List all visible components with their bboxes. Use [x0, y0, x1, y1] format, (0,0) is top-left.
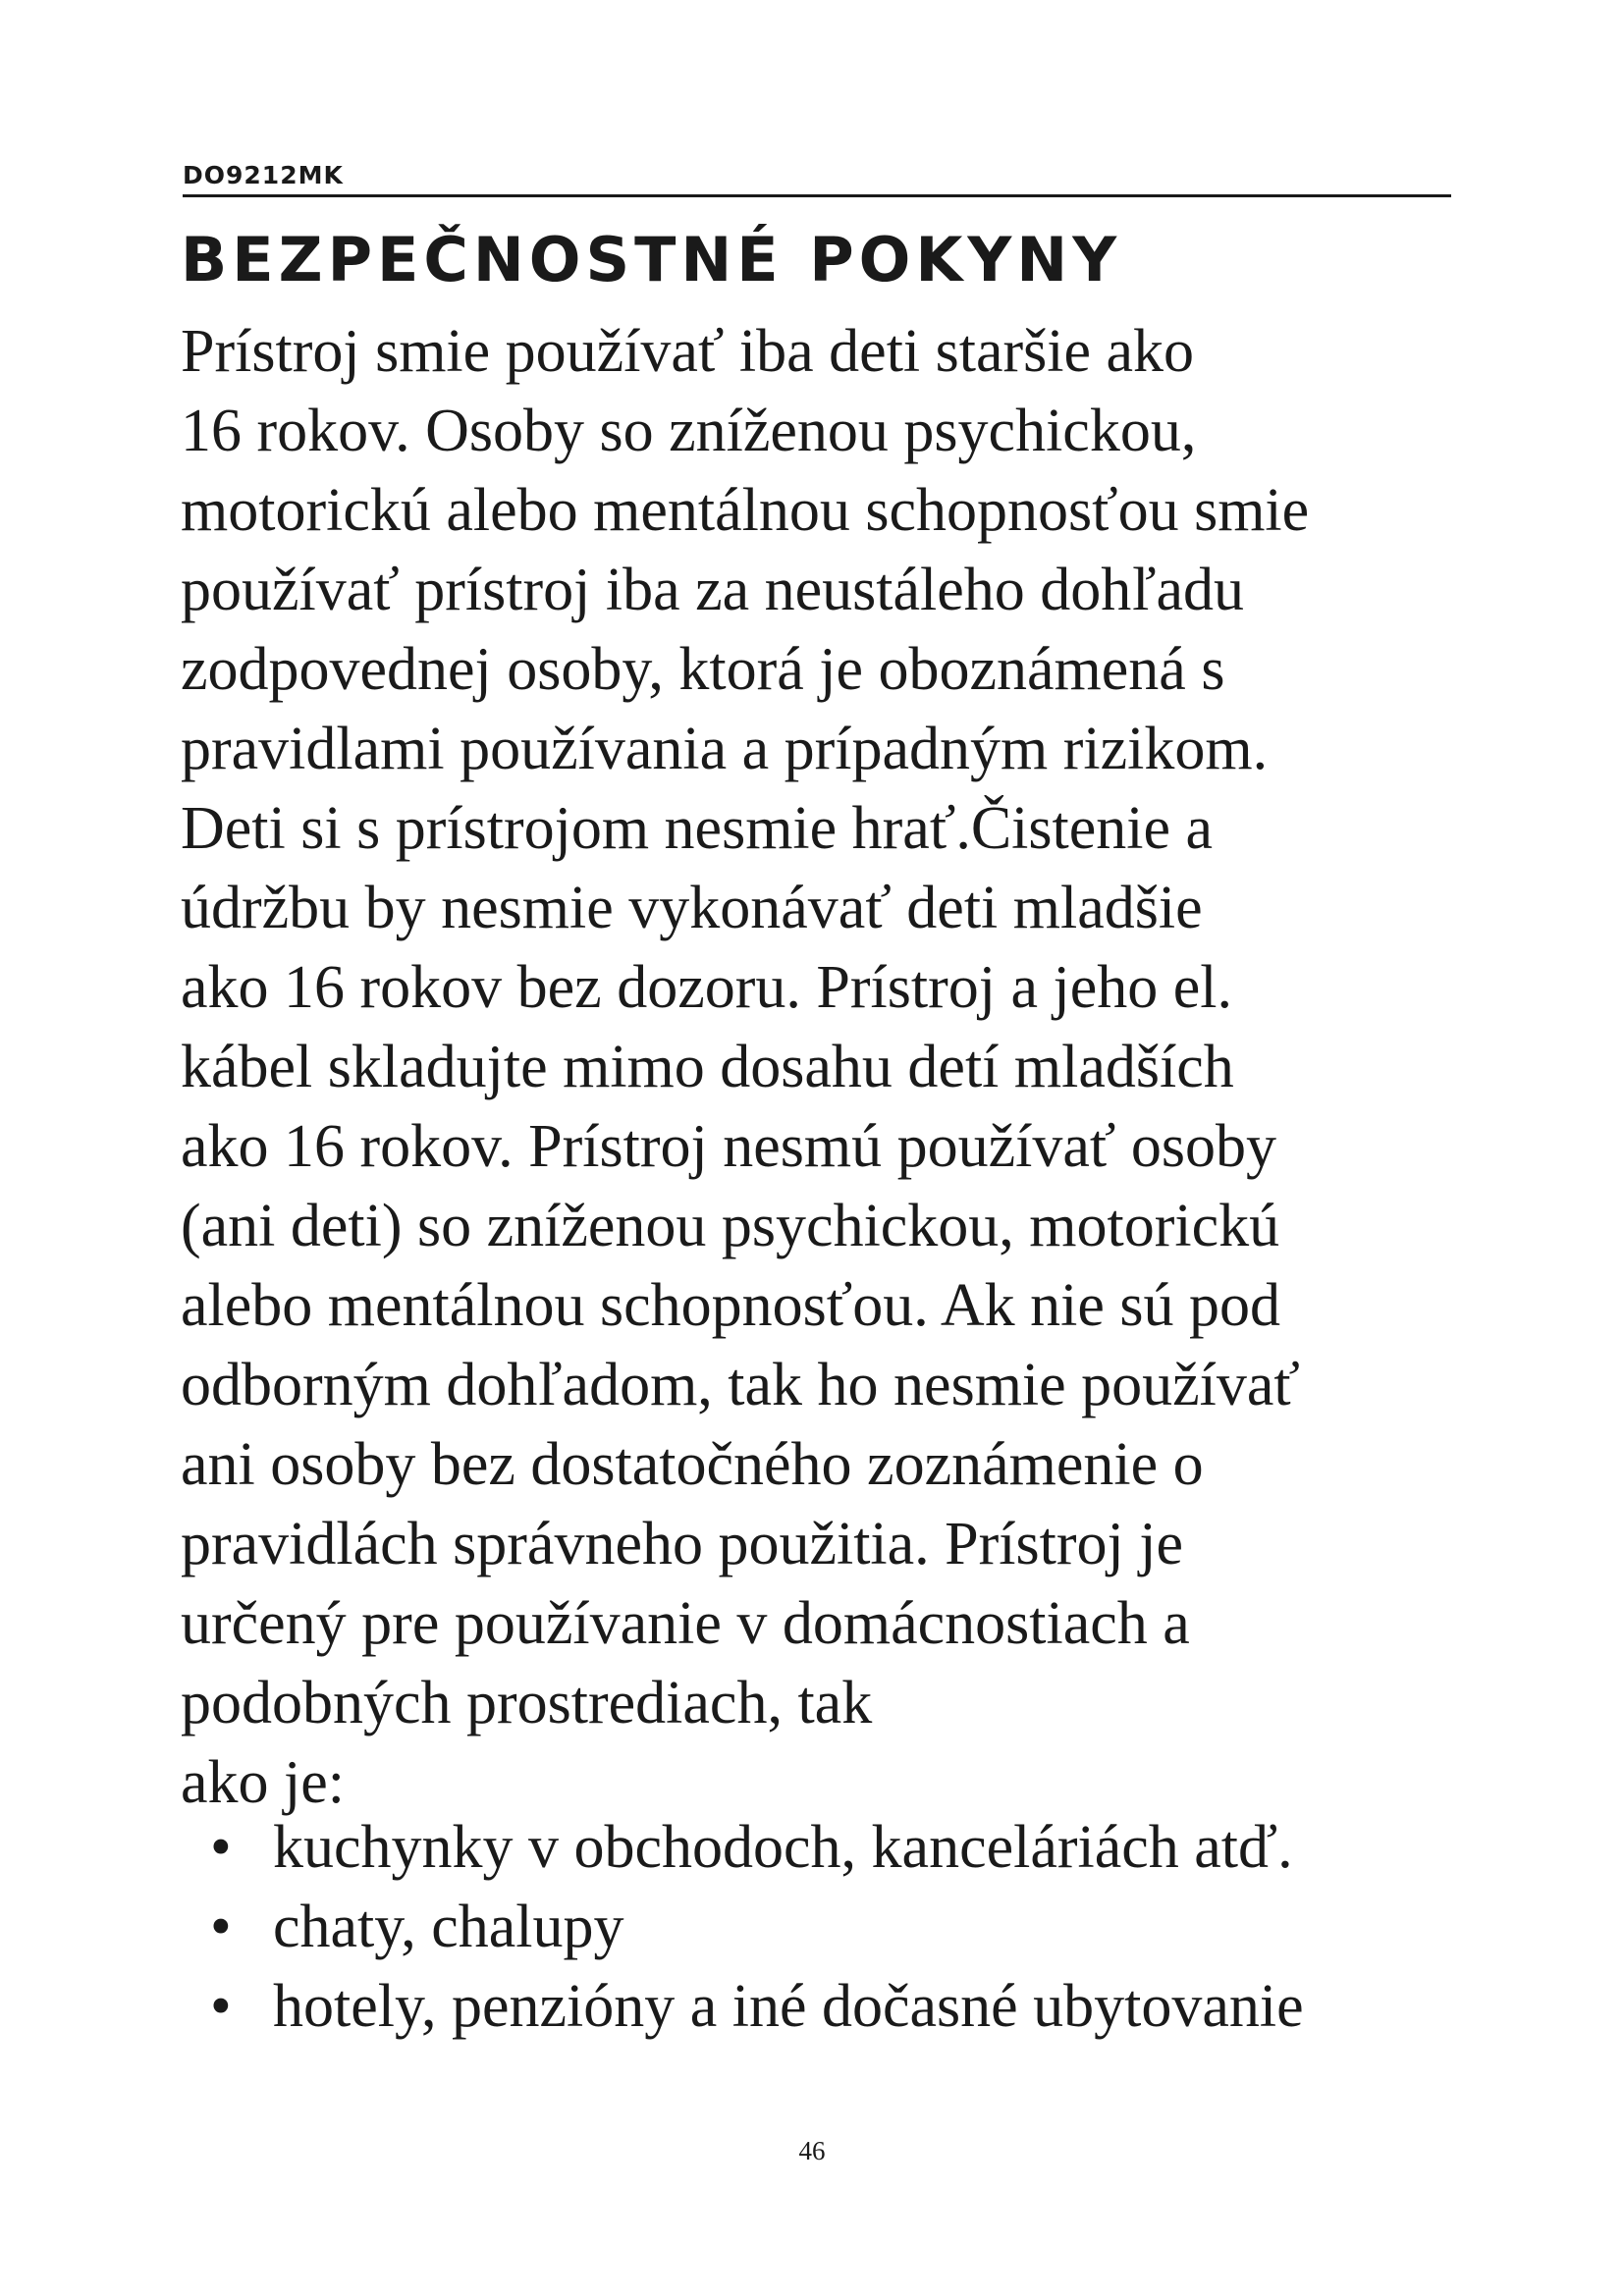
list-item-text: chaty, chalupy — [273, 1894, 624, 1960]
model-code: DO9212MK — [183, 161, 344, 189]
bullet-icon: • — [210, 1973, 232, 2040]
paragraph-line: ako 16 rokov. Prístroj nesmú používať osoby — [181, 1113, 1276, 1180]
bullet-icon: • — [210, 1894, 232, 1960]
paragraph-line: ako je: — [181, 1749, 345, 1816]
list-item — [181, 1967, 1457, 2047]
usage-environment-list — [181, 1808, 1457, 2047]
paragraph-line: Deti si s prístrojom nesmie hrať.Čistenie a — [181, 795, 1214, 862]
list-item-text: kuchynky v obchodoch, kanceláriách atď. — [273, 1814, 1293, 1881]
paragraph-line: ani osoby bez dostatočného zoznámenie o — [181, 1431, 1204, 1498]
paragraph-line: Prístroj smie používať iba deti staršie ako — [181, 318, 1195, 385]
paragraph-line: 16 rokov. Osoby so zníženou psychickou, — [181, 398, 1197, 464]
paragraph-line: alebo mentálnou schopnosťou. Ak nie sú pod — [181, 1272, 1280, 1339]
safety-paragraph — [181, 312, 1457, 1823]
paragraph-line: kábel skladujte mimo dosahu detí mladších — [181, 1034, 1234, 1100]
paragraph-line: pravidlami používania a prípadným rizikom. — [181, 716, 1269, 782]
paragraph-line: pravidlách správneho použitia. Prístroj je — [181, 1511, 1184, 1577]
paragraph-line: údržbu by nesmie vykonávať deti mladšie — [181, 875, 1203, 941]
paragraph-line: odborným dohľadom, tak ho nesmie používať — [181, 1352, 1300, 1418]
list-item — [181, 1888, 1457, 1967]
list-item-text: hotely, penzióny a iné dočasné ubytovanie — [273, 1973, 1304, 2040]
list-item — [181, 1808, 1457, 1888]
paragraph-line: ako 16 rokov bez dozoru. Prístroj a jeho el. — [181, 954, 1232, 1021]
paragraph-line: (ani deti) so zníženou psychickou, motorickú — [181, 1193, 1280, 1259]
page-number: 46 — [798, 2136, 826, 2165]
header-rule — [183, 194, 1451, 197]
bullet-icon: • — [210, 1814, 232, 1881]
section-title: BEZPEČNOSTNÉ POKYNY — [181, 224, 1122, 295]
paragraph-line: určený pre používanie v domácnostiach a — [181, 1590, 1190, 1657]
paragraph-line: zodpovednej osoby, ktorá je oboznámená s — [181, 636, 1225, 703]
paragraph-line: motorickú alebo mentálnou schopnosťou smie — [181, 477, 1310, 544]
paragraph-line: podobných prostrediach, tak — [181, 1670, 873, 1736]
paragraph-line: používať prístroj iba za neustáleho dohľadu — [181, 557, 1244, 623]
